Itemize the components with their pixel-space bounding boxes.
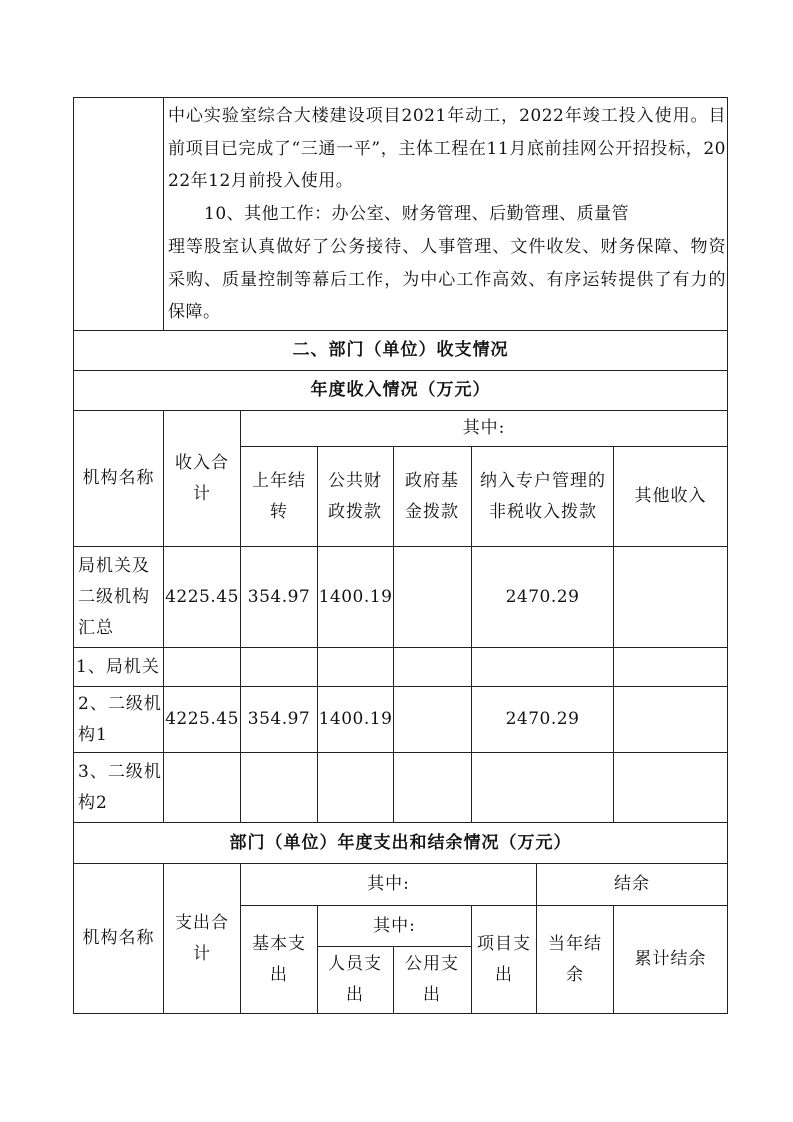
income-row-2-total	[164, 648, 240, 686]
col-divider	[471, 905, 472, 1013]
income-row-4-non-tax	[472, 753, 613, 822]
narrative-paragraph-2-rest: 理等股室认真做好了公务接待、人事管理、文件收发、财务保障、物资采购、质量控制等幕后工作，为中心工作高效、有序运转提供了有力的保障。	[168, 237, 726, 322]
income-row-2-gov-fund	[394, 648, 471, 686]
expense-header-project: 项目支出	[477, 933, 531, 985]
expense-header-org: 机构名称	[82, 928, 155, 948]
income-row-1-gov-fund	[394, 547, 471, 647]
income-row-1-total: 4225.45	[165, 586, 239, 607]
col-divider	[163, 863, 164, 1013]
income-row-3-non-tax: 2470.29	[505, 709, 580, 729]
income-row-4-public-fiscal	[318, 753, 393, 822]
income-header-gov-fund: 政府基金拨款	[405, 470, 459, 522]
table-border-top	[73, 97, 728, 98]
income-row-3-org: 2、二级机构1	[78, 693, 162, 745]
expense-header-public-use: 公用支出	[405, 954, 459, 1005]
income-row-3-other	[614, 687, 727, 752]
income-row-4-org: 3、二级机构2	[78, 761, 162, 813]
income-table-title: 年度收入情况（万元）	[310, 380, 491, 400]
income-row-4-other	[614, 753, 727, 822]
narrative-paragraph-1: 中心实验室综合大楼建设项目2021年动工，2022年竣工投入使用。目前项目已完成了“三通一平”，主体工程在11月底前挂网公开招投标，2022年12月前投入使用。	[168, 106, 726, 191]
income-row-4-gov-fund	[394, 753, 471, 822]
expense-header-total: 支出合计	[175, 912, 229, 964]
income-row-1-org: 局机关及二级机构汇总	[78, 555, 150, 638]
income-row-4-carryover	[241, 753, 317, 822]
income-header-carryover: 上年结转	[252, 470, 306, 522]
income-header-org: 机构名称	[82, 468, 155, 488]
income-header-other: 其他收入	[634, 486, 707, 506]
income-row-2-org: 1、局机关	[76, 656, 160, 677]
section-title: 二、部门（单位）收支情况	[292, 340, 509, 360]
expense-header-basic: 基本支出	[252, 933, 306, 985]
expense-table-title: 部门（单位）年度支出和结余情况（万元）	[229, 832, 572, 853]
expense-header-personnel: 人员支出	[328, 954, 382, 1005]
income-row-2-carryover	[241, 648, 317, 686]
expense-header-current-balance: 当年结余	[548, 933, 602, 985]
income-row-2-non-tax	[472, 648, 613, 686]
col-divider	[393, 946, 394, 1013]
income-header-public-fiscal: 公共财政拨款	[328, 470, 382, 522]
narrative-paragraph-2-first-line: 10、其他工作：办公室、财务管理、后勤管理、质量管	[204, 204, 630, 224]
income-row-2-public-fiscal	[318, 648, 393, 686]
expense-header-balance: 结余	[614, 874, 650, 894]
income-row-1-non-tax: 2470.29	[505, 586, 580, 607]
income-row-3-gov-fund	[394, 687, 471, 752]
income-row-3-carryover: 354.97	[247, 709, 311, 729]
income-header-non-tax: 纳入专户管理的非税收入拨款	[480, 470, 606, 522]
income-row-3-public-fiscal: 1400.19	[318, 709, 393, 729]
expense-header-of-which: 其中:	[367, 874, 410, 894]
income-row-3-total: 4225.45	[165, 709, 239, 729]
income-row-1-carryover: 354.97	[247, 586, 311, 607]
income-row-2-other	[614, 648, 727, 686]
income-header-of-which: 其中:	[462, 418, 506, 438]
income-row-1-public-fiscal: 1400.19	[318, 586, 393, 607]
table-border-bottom	[73, 1013, 728, 1014]
income-row-1-other	[614, 547, 727, 647]
income-row-4-total	[164, 753, 240, 822]
expense-header-of-which-inner: 其中:	[373, 915, 416, 936]
narrative-divider	[163, 97, 164, 330]
table-border-right	[727, 97, 728, 1013]
expense-header-cumulative-balance: 累计结余	[634, 949, 707, 969]
income-header-total: 收入合计	[175, 452, 229, 504]
